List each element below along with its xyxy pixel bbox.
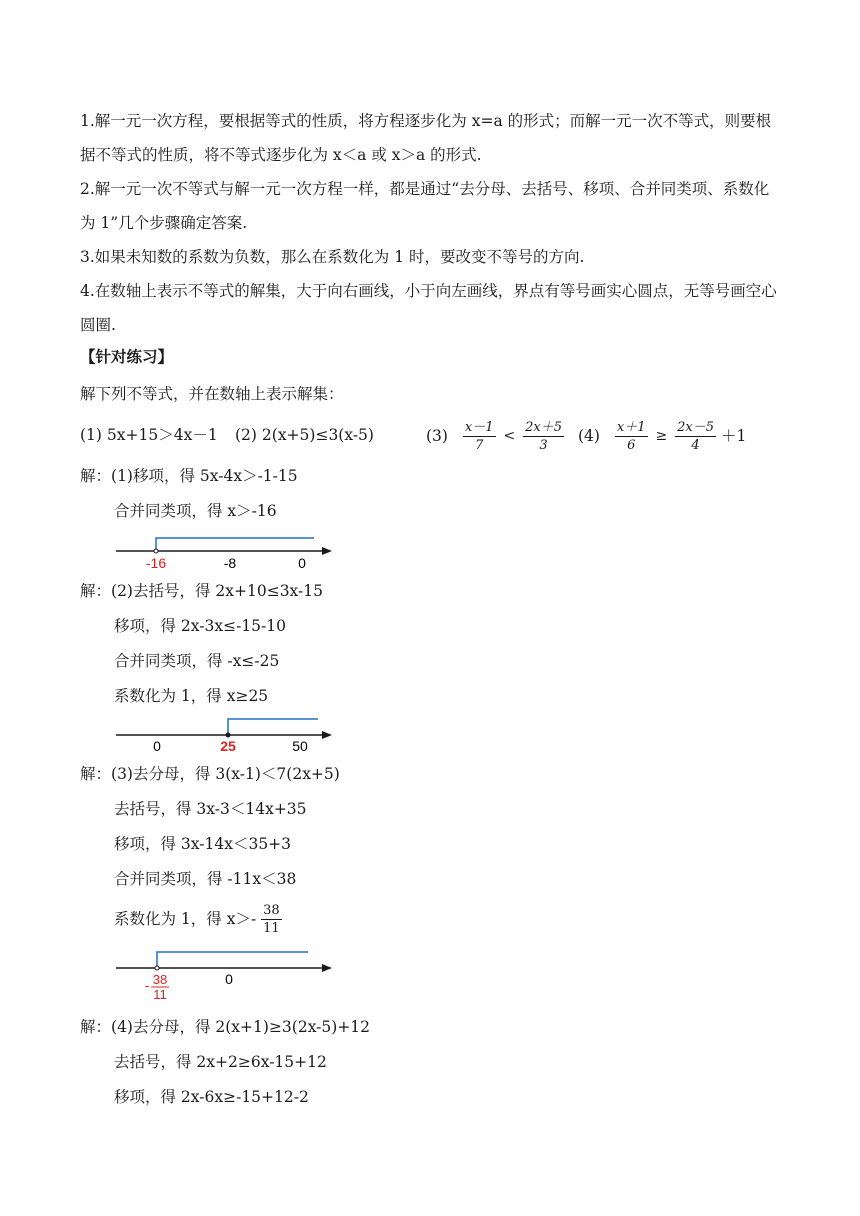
- solution-3-fraction: $\frac{38}{11}$: [263, 902, 280, 936]
- open-endpoint: [155, 966, 159, 970]
- problem-1-expression: 5x+15＞4x－1: [106, 426, 218, 444]
- tick-label-zero: 0: [298, 555, 306, 571]
- solution-3-step-2: 去括号，得 3x-3＜14x+35: [114, 800, 307, 818]
- closed-endpoint: [226, 733, 231, 738]
- number-line-3: [110, 940, 340, 1002]
- solution-ray: [228, 719, 318, 735]
- summary-point-4: 4.在数轴上表示不等式的解集，大于向右画线，小于向左画线，界点有等号画实心圆点，无等号画空心圆圈.: [80, 282, 777, 334]
- solution-1-step-1: 解：(1)移项，得 5x-4x＞-1-15: [80, 467, 298, 485]
- tick-label-start-numerator: 38: [152, 972, 168, 987]
- solution-2-step-4: 系数化为 1，得 x≥25: [114, 687, 269, 705]
- summary-point-3: 3.如果未知数的系数为负数，那么在系数化为 1 时，要改变不等号的方向.: [80, 248, 585, 266]
- axis-arrow: [322, 547, 332, 555]
- solution-ray: [156, 538, 314, 551]
- solution-2-prefix: 解：: [80, 582, 112, 600]
- solution-1-step-2: 合并同类项，得 x＞-16: [114, 502, 277, 520]
- solution-3-step-1: 解：(3)去分母，得 3(x-1)＜7(2x+5): [80, 765, 340, 783]
- solution-3-step-4: 合并同类项，得 -11x＜38: [114, 870, 297, 888]
- practice-instruction: 解下列不等式，并在数轴上表示解集：: [80, 385, 344, 403]
- practice-heading: 【针对练习】: [80, 348, 174, 366]
- problem-2-expression: 2(x+5)≤3(x-5): [261, 426, 374, 444]
- tick-label-zero: 0: [225, 971, 233, 987]
- solution-4-prefix: 解：: [80, 1018, 112, 1036]
- solution-3-prefix: 解：: [80, 765, 112, 783]
- solution-2-step-2: 移项，得 2x-3x≤-15-10: [114, 617, 287, 635]
- problem-3-label: (3): [426, 427, 448, 445]
- problem-2-label: (2): [235, 426, 257, 444]
- solution-2-step-1: 解：(2)去括号，得 2x+10≤3x-15: [80, 582, 323, 600]
- problem-4: [578, 415, 746, 456]
- solution-4-step-1: 解：(4)去分母，得 2(x+1)≥3(2x-5)+12: [80, 1018, 371, 1036]
- problem-1-label: (1): [80, 426, 102, 444]
- axis-arrow: [322, 964, 332, 972]
- problem-3-operator: <: [503, 428, 516, 444]
- number-line-2: [110, 712, 340, 754]
- tick-label-start: -16: [145, 555, 167, 571]
- tick-label-fifty: 50: [292, 738, 308, 754]
- problem-4-tail: ＋1: [720, 427, 747, 445]
- solution-4-step-3: 移项，得 2x-6x≥-15+12-2: [114, 1088, 309, 1106]
- problem-4-label: (4): [578, 427, 600, 445]
- problem-4-right-fraction: $\frac{2x-5}{4}$: [677, 419, 714, 453]
- tick-label-start-denominator: 11: [153, 987, 167, 1002]
- solution-1-prefix: 解：: [80, 467, 112, 485]
- problem-4-operator: ≥: [655, 428, 668, 444]
- number-line-1: [110, 530, 340, 572]
- solution-3-step-5: 系数化为 1，得 x＞- $\frac{38}{11}$: [114, 902, 280, 936]
- problem-1: [80, 424, 218, 446]
- tick-label-zero: 0: [153, 738, 161, 754]
- open-endpoint: [154, 549, 158, 553]
- solution-ray: [157, 952, 308, 968]
- solution-4-step-2: 去括号，得 2x+2≥6x-15+12: [114, 1053, 327, 1071]
- summary-point-2: 2.解一元一次不等式与解一元一次方程一样，都是通过“去分母、去括号、移项、合并同类项、系数化为 1”几个步骤确定答案.: [80, 180, 770, 232]
- problem-3-right-fraction: $\frac{2x+5}{3}$: [525, 419, 562, 453]
- tick-label-neg8: -8: [223, 555, 237, 571]
- tick-label-start: 25: [220, 738, 236, 754]
- problem-2: [235, 424, 374, 446]
- problem-3-left-fraction: $\frac{x-1}{7}$: [464, 419, 494, 453]
- solution-2-step-3: 合并同类项，得 -x≤-25: [114, 652, 280, 670]
- axis-arrow: [322, 731, 332, 739]
- tick-label-start-sign: -: [144, 977, 150, 993]
- solution-3-step-3: 移项，得 3x-14x＜35+3: [114, 835, 292, 853]
- problem-3: [426, 415, 564, 456]
- summary-point-1: 1.解一元一次方程，要根据等式的性质，将方程逐步化为 x=a 的形式；而解一元一次不等式，则要根据不等式的性质，将不等式逐步化为 x＜a 或 x＞a 的形式.: [80, 112, 772, 164]
- problem-4-left-fraction: $\frac{x+1}{6}$: [616, 419, 646, 453]
